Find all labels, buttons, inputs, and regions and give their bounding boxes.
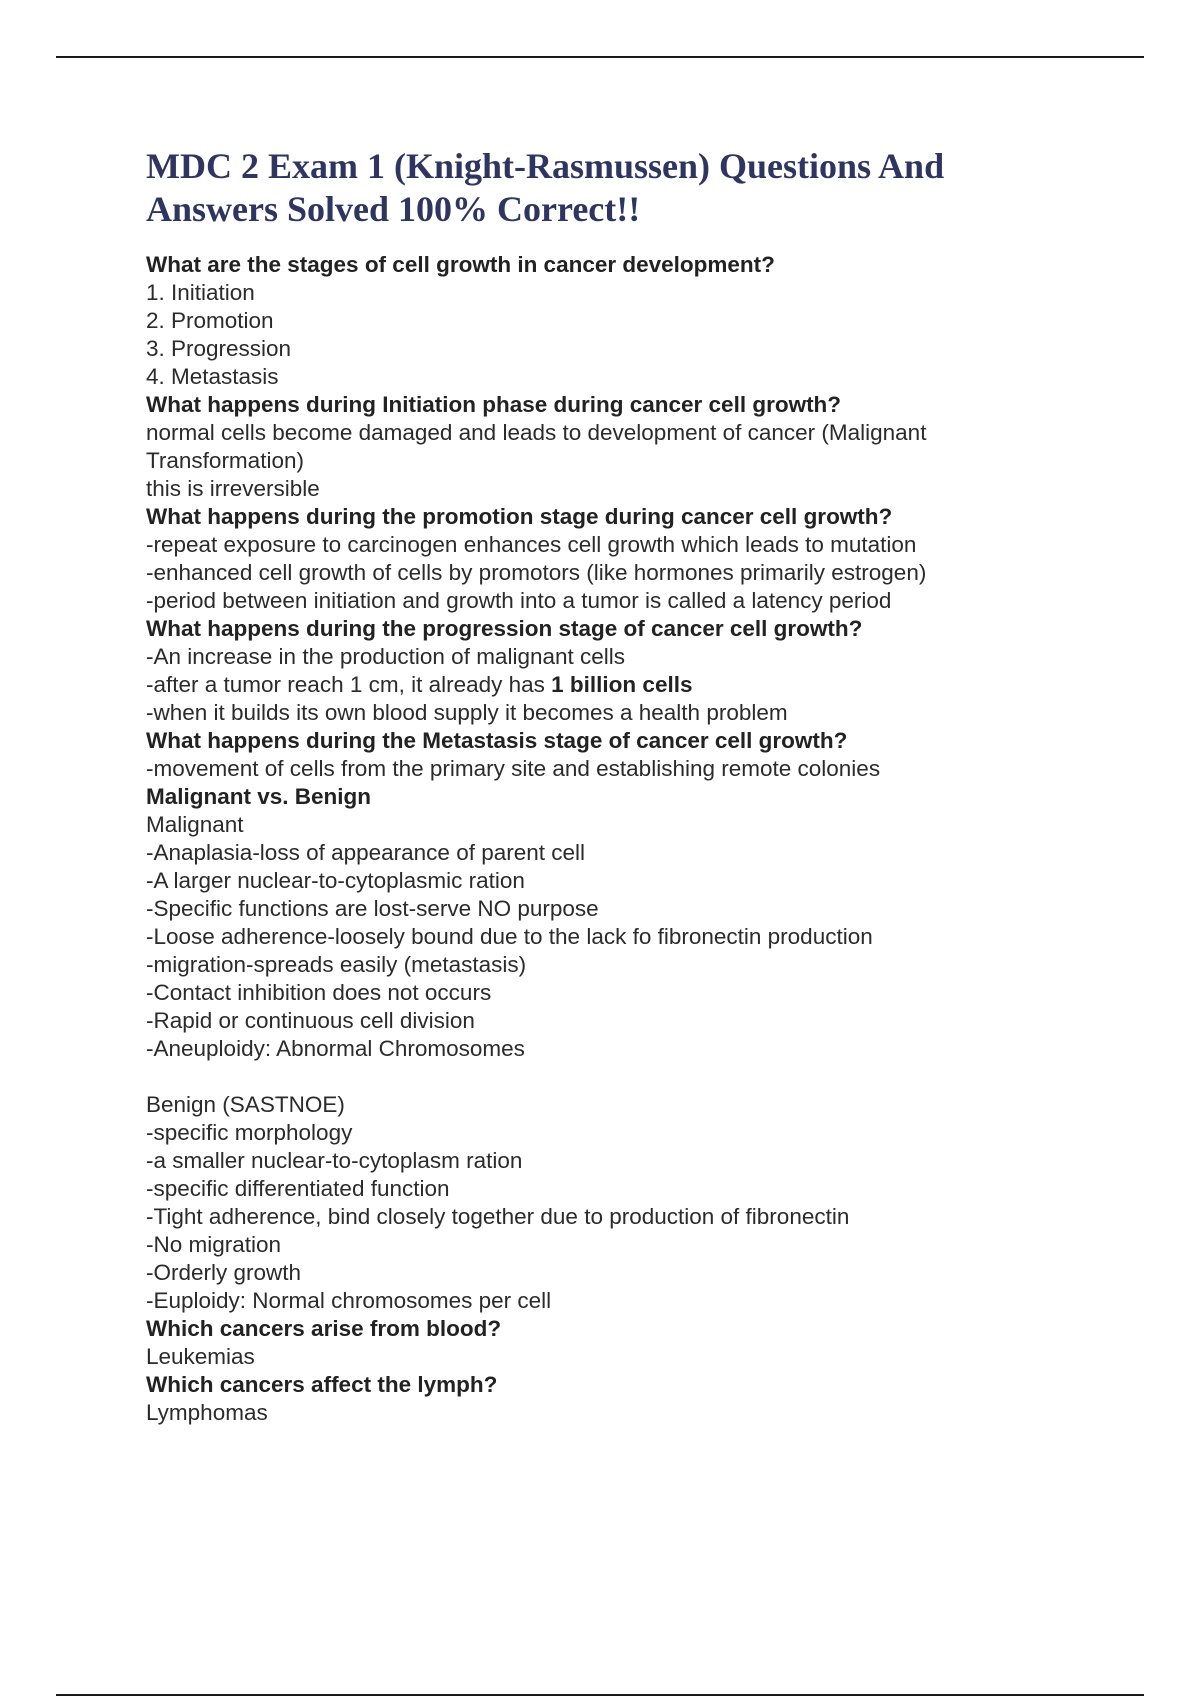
answer-line: -specific morphology <box>146 1120 353 1145</box>
answer-line: -Aneuploidy: Abnormal Chromosomes <box>146 1036 525 1061</box>
question: What happens during the Metastasis stage of cancer cell growth? <box>146 728 848 753</box>
document-body <box>146 145 1046 1427</box>
bottom-rule <box>56 1694 1144 1696</box>
question: Malignant vs. Benign <box>146 784 372 809</box>
answer-line: -a smaller nuclear-to-cytoplasm ration <box>146 1148 523 1173</box>
answer-emphasis: 1 billion cells <box>551 672 693 697</box>
answer-line: -Orderly growth <box>146 1260 302 1285</box>
answer-line: -Euploidy: Normal chromosomes per cell <box>146 1288 552 1313</box>
answer-line: 1. Initiation <box>146 280 255 305</box>
answer-line: this is irreversible <box>146 476 320 501</box>
answer-line: 3. Progression <box>146 336 292 361</box>
question: What are the stages of cell growth in cancer development? <box>146 252 775 277</box>
answer-line: Lymphomas <box>146 1400 268 1425</box>
answer-line: -repeat exposure to carcinogen enhances cell growth which leads to mutation <box>146 532 917 557</box>
question: What happens during the promotion stage during cancer cell growth? <box>146 504 893 529</box>
answer-line <box>146 671 1046 699</box>
answer-text: -after a tumor reach 1 cm, it already has <box>146 672 552 697</box>
answer-line: -Loose adherence-loosely bound due to the lack fo fibronectin production <box>146 924 873 949</box>
answer-line: -A larger nuclear-to-cytoplasmic ration <box>146 868 525 893</box>
answer-line: Transformation) <box>146 448 304 473</box>
answer-line: -Rapid or continuous cell division <box>146 1008 475 1033</box>
answer-line: normal cells become damaged and leads to development of cancer (Malignant <box>146 420 927 445</box>
page-title <box>146 145 1046 231</box>
answer-line: -specific differentiated function <box>146 1176 450 1201</box>
qa-list <box>146 251 1046 1427</box>
answer-line: -period between initiation and growth into a tumor is called a latency period <box>146 588 892 613</box>
question: Which cancers arise from blood? <box>146 1316 502 1341</box>
answer-line: -An increase in the production of malignant cells <box>146 644 626 669</box>
blank-line <box>146 1063 1046 1091</box>
answer-line: -Specific functions are lost-serve NO purpose <box>146 896 599 921</box>
title-line-2: Answers Solved 100% Correct!! <box>146 189 641 229</box>
answer-line: -Tight adherence, bind closely together due to production of fibronectin <box>146 1204 850 1229</box>
question: What happens during Initiation phase during cancer cell growth? <box>146 392 842 417</box>
answer-line: Benign (SASTNOE) <box>146 1092 345 1117</box>
answer-line: 2. Promotion <box>146 308 274 333</box>
top-rule <box>56 56 1144 58</box>
title-line-1: MDC 2 Exam 1 (Knight-Rasmussen) Questions And <box>146 146 945 186</box>
question: What happens during the progression stage of cancer cell growth? <box>146 616 863 641</box>
answer-line: Leukemias <box>146 1344 255 1369</box>
answer-line: -Anaplasia-loss of appearance of parent cell <box>146 840 586 865</box>
answer-line: -Contact inhibition does not occurs <box>146 980 492 1005</box>
answer-line: -No migration <box>146 1232 282 1257</box>
answer-line: Malignant <box>146 812 244 837</box>
answer-line: 4. Metastasis <box>146 364 279 389</box>
answer-line: -when it builds its own blood supply it becomes a health problem <box>146 700 788 725</box>
answer-line: -migration-spreads easily (metastasis) <box>146 952 527 977</box>
answer-line: -movement of cells from the primary site and establishing remote colonies <box>146 756 881 781</box>
answer-line: -enhanced cell growth of cells by promotors (like hormones primarily estrogen) <box>146 560 927 585</box>
question: Which cancers affect the lymph? <box>146 1372 498 1397</box>
